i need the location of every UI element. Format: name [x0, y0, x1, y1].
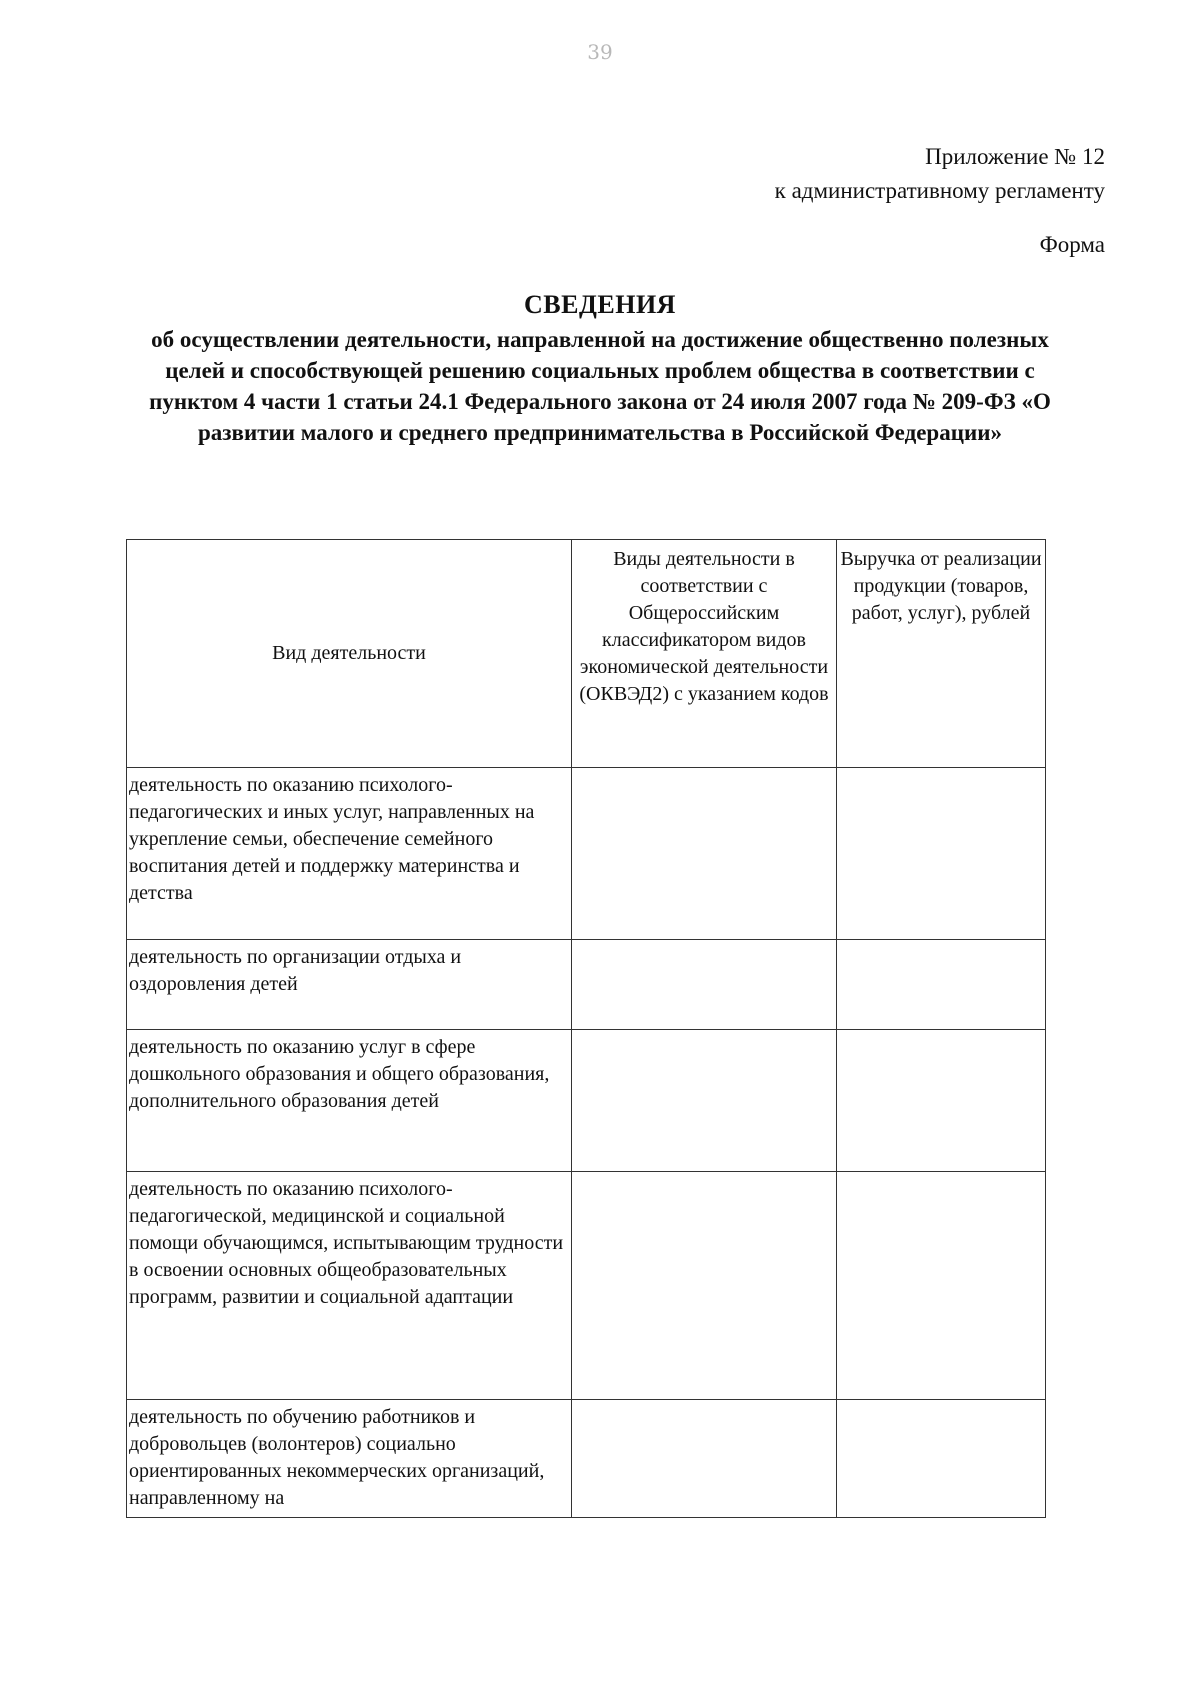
appendix-reference [775, 140, 1105, 208]
okved-cell[interactable] [572, 940, 837, 1030]
header-revenue: Выручка от реализации продукции (товаров, работ, услуг), рублей [837, 540, 1046, 768]
okved-cell[interactable] [572, 1172, 837, 1400]
document-title: СВЕДЕНИЯ [524, 290, 676, 319]
okved-cell[interactable] [572, 1400, 837, 1518]
revenue-cell[interactable] [837, 1172, 1046, 1400]
okved-cell[interactable] [572, 768, 837, 940]
document-subtitle: об осуществлении деятельности, направленной на достижение общественно полезных целей и способствующей решению социальных проблем общества в соответствии с пунктом 4 части 1 статьи 24.1 Федерального закона от 24 июля 2007 года № 209-ФЗ «О развитии малого и среднего предпринимательства в Российской Федерации» [149, 327, 1051, 445]
revenue-cell[interactable] [837, 940, 1046, 1030]
revenue-cell[interactable] [837, 1030, 1046, 1172]
table-row [127, 768, 1046, 940]
okved-cell[interactable] [572, 1030, 837, 1172]
activity-cell: деятельность по оказанию услуг в сфере дошкольного образования и общего образования, дополнительного образования детей [127, 1030, 572, 1172]
table-row [127, 1400, 1046, 1518]
appendix-line-regulation: к административному регламенту [774, 178, 1105, 203]
activity-cell: деятельность по обучению работников и добровольцев (волонтеров) социально ориентированных некоммерческих организаций, направленному на [127, 1400, 572, 1518]
page-number: 39 [587, 40, 613, 64]
table-row [127, 1030, 1046, 1172]
table-row [127, 940, 1046, 1030]
form-label: Форма [1039, 232, 1105, 257]
revenue-cell[interactable] [837, 1400, 1046, 1518]
header-okved-codes: Виды деятельности в соответствии с Общероссийским классификатором видов экономической деятельности (ОКВЭД2) с указанием кодов [572, 540, 837, 768]
table-row [127, 1172, 1046, 1400]
header-activity-type: Вид деятельности [127, 540, 572, 768]
activity-cell: деятельность по организации отдыха и оздоровления детей [127, 940, 572, 1030]
appendix-line-number: Приложение № 12 [925, 144, 1105, 169]
activity-table [126, 539, 1046, 1518]
revenue-cell[interactable] [837, 768, 1046, 940]
activity-cell: деятельность по оказанию психолого-педагогических и иных услуг, направленных на укрепление семьи, обеспечение семейного воспитания детей и поддержку материнства и детства [127, 768, 572, 940]
table-header-row [127, 540, 1046, 768]
activity-cell: деятельность по оказанию психолого-педагогической, медицинской и социальной помощи обучающимся, испытывающим трудности в освоении основных общеобразовательных программ, развитии и социальной адаптации [127, 1172, 572, 1400]
